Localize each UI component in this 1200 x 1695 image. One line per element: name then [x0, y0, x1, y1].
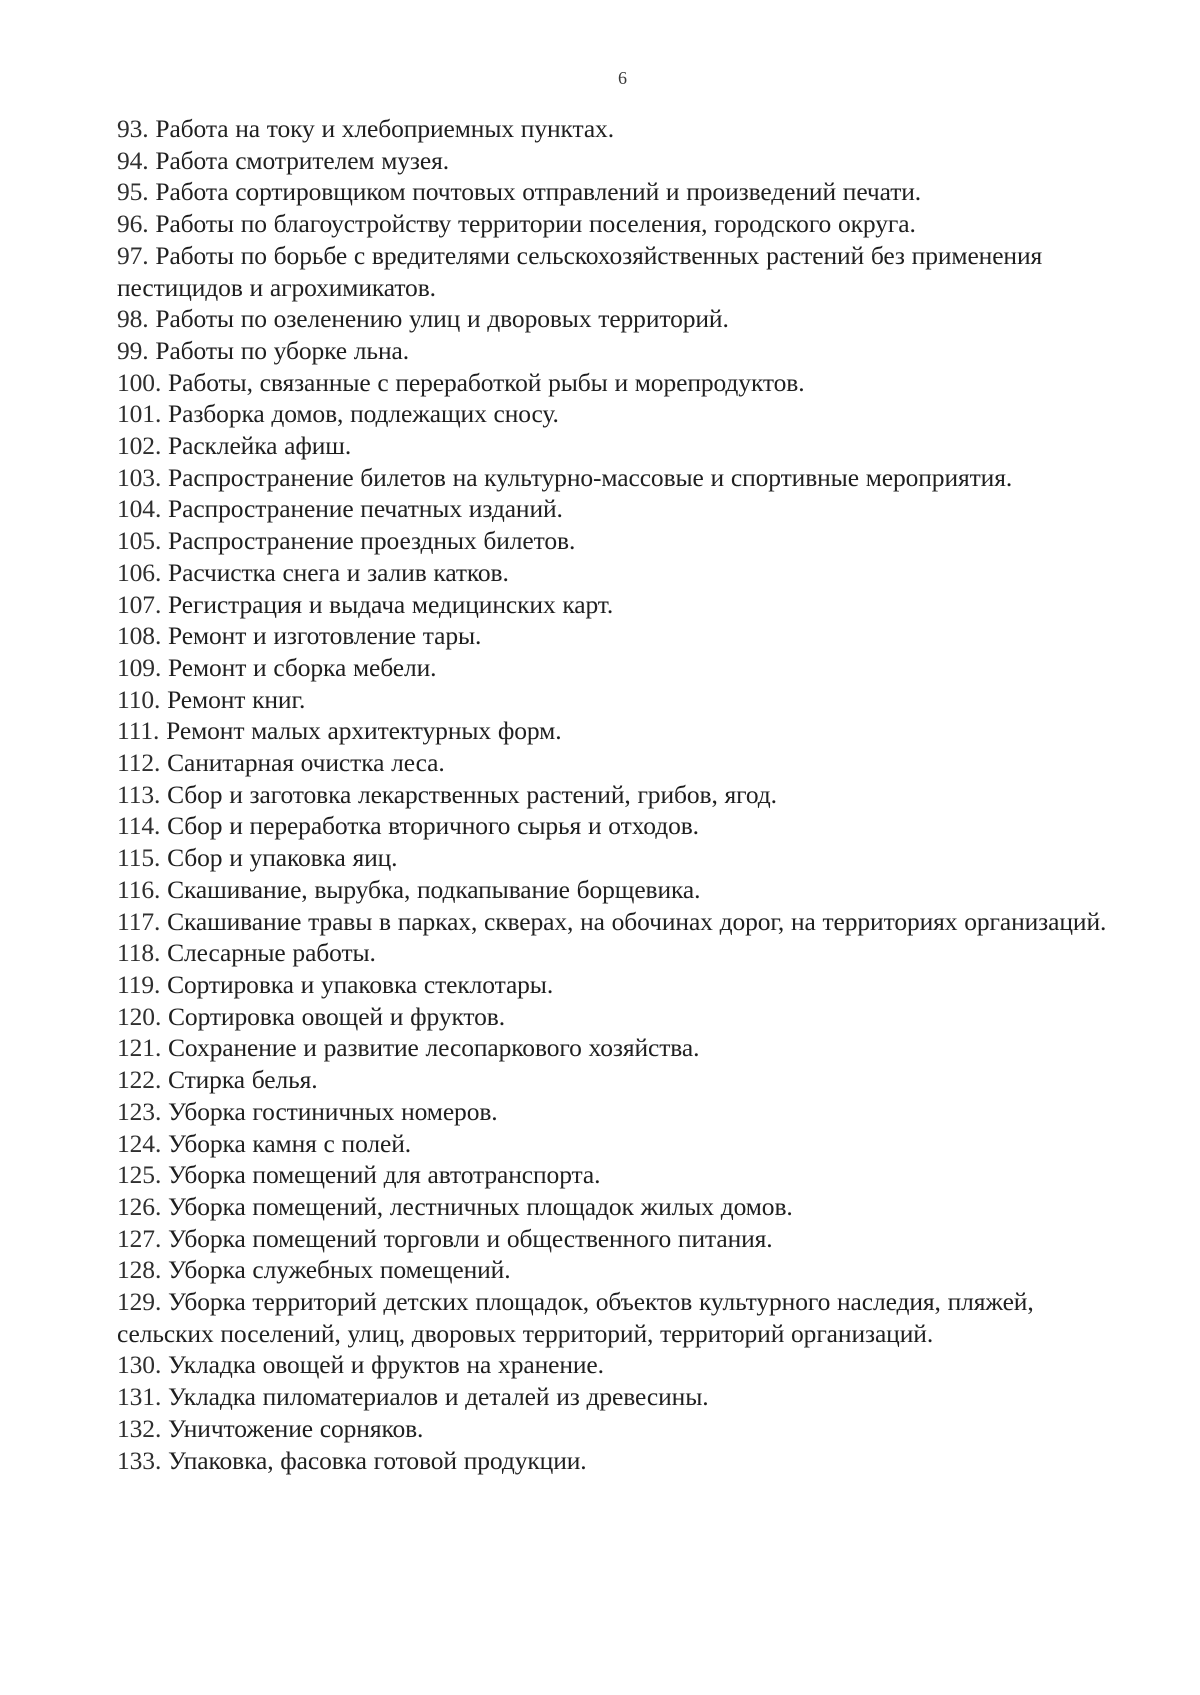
list-item	[117, 493, 1127, 525]
item-number: 98.	[117, 304, 149, 334]
list-item	[117, 1413, 1127, 1445]
list-item	[117, 525, 1127, 557]
item-text: Слесарные работы.	[167, 938, 376, 968]
list-item	[117, 589, 1127, 621]
item-text: Работа сортировщиком почтовых отправлений и произведений печати.	[155, 177, 922, 207]
item-text: Сортировка и упаковка стеклотары.	[167, 969, 554, 999]
item-number: 117.	[117, 906, 161, 936]
item-text: Регистрация и выдача медицинских карт.	[168, 589, 614, 619]
item-text: Работа на току и хлебоприемных пунктах.	[155, 114, 614, 143]
list-item	[117, 620, 1127, 652]
list-item	[117, 145, 1127, 177]
item-number: 100.	[117, 367, 162, 397]
item-number: 133.	[117, 1445, 162, 1475]
item-text: Работы по озеленению улиц и дворовых территорий.	[155, 304, 729, 334]
item-number: 122.	[117, 1065, 162, 1095]
list-item	[117, 1001, 1127, 1033]
list-item	[117, 1286, 1127, 1349]
list-item	[117, 1254, 1127, 1286]
list-item	[117, 1159, 1127, 1191]
list-item	[117, 398, 1127, 430]
item-text: Стирка белья.	[168, 1065, 318, 1095]
item-text: Ремонт малых архитектурных форм.	[166, 716, 562, 746]
list-item	[117, 1445, 1127, 1477]
item-text: Расклейка афиш.	[168, 431, 352, 461]
list-item	[117, 1096, 1127, 1128]
item-number: 97.	[117, 240, 149, 270]
list-item	[117, 557, 1127, 589]
list-item	[117, 240, 1127, 303]
item-number: 96.	[117, 209, 149, 239]
list-item	[117, 874, 1127, 906]
list-item	[117, 113, 1127, 145]
item-number: 119.	[117, 969, 161, 999]
item-text: Уборка служебных помещений.	[168, 1255, 511, 1285]
item-number: 95.	[117, 177, 149, 207]
list-item	[117, 1128, 1127, 1160]
item-number: 127.	[117, 1223, 162, 1253]
list-item	[117, 715, 1127, 747]
item-number: 111.	[117, 716, 160, 746]
list-item	[117, 684, 1127, 716]
list-item	[117, 1032, 1127, 1064]
item-number: 115.	[117, 843, 161, 873]
list-item	[117, 969, 1127, 1001]
item-text: Ремонт и изготовление тары.	[168, 621, 482, 651]
item-number: 121.	[117, 1033, 162, 1063]
list-item	[117, 906, 1127, 938]
list-item	[117, 779, 1127, 811]
list-item	[117, 335, 1127, 367]
item-text: Уборка камня с полей.	[168, 1128, 412, 1158]
item-text: Сбор и упаковка яиц.	[167, 843, 398, 873]
item-number: 103.	[117, 462, 162, 492]
item-number: 124.	[117, 1128, 162, 1158]
item-number: 94.	[117, 145, 149, 175]
item-number: 112.	[117, 748, 161, 778]
work-types-list	[117, 113, 1127, 1476]
item-text: Ремонт и сборка мебели.	[168, 652, 437, 682]
item-number: 120.	[117, 1001, 162, 1031]
item-number: 104.	[117, 494, 162, 524]
item-number: 107.	[117, 589, 162, 619]
item-number: 102.	[117, 431, 162, 461]
list-item	[117, 367, 1127, 399]
list-item	[117, 1349, 1127, 1381]
item-text: Уборка территорий детских площадок, объектов культурного наследия, пляжей, сельских поселений, улиц, дворовых территорий, территорий организаций.	[117, 1287, 1034, 1348]
item-number: 132.	[117, 1413, 162, 1443]
item-number: 128.	[117, 1255, 162, 1285]
item-text: Ремонт книг.	[167, 684, 306, 714]
item-text: Сбор и заготовка лекарственных растений, грибов, ягод.	[167, 779, 777, 809]
item-number: 126.	[117, 1191, 162, 1221]
item-text: Сохранение и развитие лесопаркового хозяйства.	[168, 1033, 700, 1063]
item-number: 101.	[117, 399, 162, 429]
item-text: Сбор и переработка вторичного сырья и отходов.	[167, 811, 699, 841]
item-number: 118.	[117, 938, 161, 968]
list-item	[117, 652, 1127, 684]
item-text: Скашивание травы в парках, скверах, на обочинах дорог, на территориях организаций.	[167, 906, 1107, 936]
item-number: 125.	[117, 1160, 162, 1190]
item-text: Скашивание, вырубка, подкапывание борщевика.	[167, 874, 701, 904]
item-text: Сортировка овощей и фруктов.	[168, 1001, 505, 1031]
item-number: 93.	[117, 114, 149, 143]
item-text: Уборка помещений торговли и общественного питания.	[168, 1223, 773, 1253]
item-number: 113.	[117, 779, 161, 809]
item-text: Работы, связанные с переработкой рыбы и морепродуктов.	[168, 367, 805, 397]
list-item	[117, 303, 1127, 335]
item-text: Работы по борьбе с вредителями сельскохозяйственных растений без применения пестицидов и агрохимикатов.	[117, 240, 1043, 302]
item-text: Распространение билетов на культурно-массовые и спортивные мероприятия.	[168, 462, 1013, 492]
item-text: Уборка помещений, лестничных площадок жилых домов.	[168, 1191, 793, 1221]
list-item	[117, 747, 1127, 779]
item-text: Укладка пиломатериалов и деталей из древесины.	[168, 1382, 709, 1412]
item-text: Работа смотрителем музея.	[155, 145, 450, 175]
item-text: Работы по благоустройству территории поселения, городского округа.	[155, 209, 916, 239]
item-text: Укладка овощей и фруктов на хранение.	[168, 1350, 604, 1380]
item-number: 131.	[117, 1382, 162, 1412]
item-number: 130.	[117, 1350, 162, 1380]
item-number: 114.	[117, 811, 161, 841]
item-text: Уничтожение сорняков.	[168, 1413, 424, 1443]
list-item	[117, 1064, 1127, 1096]
page-number: 6	[618, 68, 627, 88]
item-text: Расчистка снега и залив катков.	[168, 557, 509, 587]
item-number: 106.	[117, 557, 162, 587]
item-text: Санитарная очистка леса.	[167, 748, 445, 778]
item-number: 116.	[117, 874, 161, 904]
list-item	[117, 208, 1127, 240]
list-item	[117, 430, 1127, 462]
item-text: Работы по уборке льна.	[155, 335, 409, 365]
list-item	[117, 842, 1127, 874]
list-item	[117, 1381, 1127, 1413]
item-number: 123.	[117, 1096, 162, 1126]
item-number: 105.	[117, 526, 162, 556]
item-number: 109.	[117, 652, 162, 682]
item-number: 129.	[117, 1287, 162, 1317]
list-item	[117, 1223, 1127, 1255]
item-text: Уборка гостиничных номеров.	[168, 1096, 498, 1126]
list-item	[117, 810, 1127, 842]
item-text: Распространение печатных изданий.	[168, 494, 563, 524]
item-text: Распространение проездных билетов.	[168, 526, 576, 556]
list-item	[117, 937, 1127, 969]
item-text: Уборка помещений для автотранспорта.	[168, 1160, 601, 1190]
list-item	[117, 1191, 1127, 1223]
item-number: 108.	[117, 621, 162, 651]
list-item	[117, 176, 1127, 208]
list-item	[117, 462, 1127, 494]
item-number: 110.	[117, 684, 161, 714]
item-number: 99.	[117, 335, 149, 365]
item-text: Разборка домов, подлежащих сносу.	[168, 399, 559, 429]
item-text: Упаковка, фасовка готовой продукции.	[168, 1445, 587, 1475]
